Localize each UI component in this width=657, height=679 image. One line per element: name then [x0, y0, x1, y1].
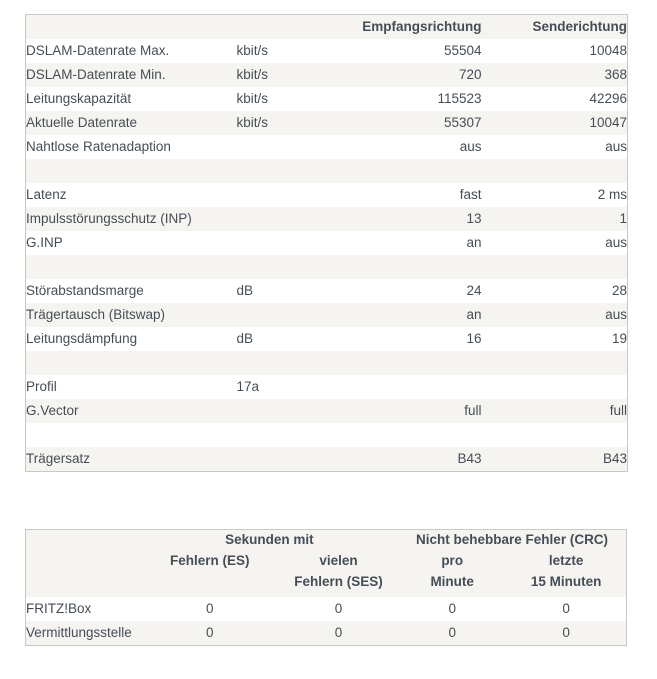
crc-per-minute-value: 0 [448, 601, 456, 616]
column-header [506, 550, 626, 597]
row-label: Leitungsdämpfung [26, 331, 138, 346]
rx-value: fast [459, 187, 482, 202]
table-row [26, 399, 628, 423]
row-unit [237, 135, 342, 159]
tx-value: 10047 [589, 115, 627, 130]
row-label: G.INP [26, 235, 63, 250]
ses-value: 0 [334, 625, 343, 640]
tx-value [482, 423, 628, 447]
row-unit [237, 159, 342, 183]
es-value: 0 [206, 625, 214, 640]
rx-value: aus [459, 139, 482, 154]
tx-value: aus [605, 235, 627, 250]
rx-value: 55504 [443, 43, 482, 58]
rx-value [342, 423, 482, 447]
column-header-line: letzte [548, 553, 584, 568]
row-label: Latenz [26, 187, 67, 202]
crc-per-minute-value: 0 [448, 625, 456, 640]
rx-value: an [466, 235, 482, 250]
column-header-empfangsrichtung: Empfangsrichtung [362, 19, 482, 34]
rx-value: 720 [458, 67, 482, 82]
group-header-crc: Nicht behebbare Fehler (CRC) [416, 532, 609, 547]
es-value: 0 [206, 601, 214, 616]
rx-value: 55307 [443, 115, 482, 130]
column-header-line: 15 Minuten [530, 574, 602, 589]
table-row [26, 621, 627, 646]
tx-value: full [609, 403, 627, 418]
column-header-line: Fehlern (SES) [294, 574, 383, 589]
tx-value: 2 ms [597, 187, 627, 202]
rx-value [342, 351, 482, 375]
row-unit: kbit/s [236, 67, 269, 82]
row-label: DSLAM-Datenrate Max. [26, 43, 170, 58]
row-unit: 17a [236, 379, 260, 394]
crc-last-15min-value: 0 [562, 625, 570, 640]
rx-value: 24 [466, 283, 482, 298]
error-column-header-row [26, 550, 627, 597]
column-header [279, 550, 398, 597]
table-row [26, 111, 628, 135]
row-label: G.Vector [26, 403, 79, 418]
row-unit: kbit/s [236, 91, 269, 106]
row-label [26, 423, 237, 447]
crc-last-15min-value: 0 [562, 601, 570, 616]
rx-value: an [466, 307, 482, 322]
table-row [26, 135, 628, 159]
row-label [26, 159, 237, 183]
row-label: Nahtlose Ratenadaption [26, 139, 171, 154]
table-row [26, 447, 628, 472]
group-header-sekunden-mit: Sekunden mit [225, 532, 314, 547]
row-unit: dB [236, 283, 254, 298]
column-header-line: pro [441, 553, 464, 568]
spacer-row [26, 159, 628, 183]
row-unit [237, 447, 342, 472]
header-spacer [26, 15, 237, 40]
tx-value: aus [605, 307, 627, 322]
header-spacer [237, 15, 342, 40]
row-label: Leitungskapazität [26, 91, 132, 106]
row-unit: kbit/s [236, 43, 269, 58]
row-label: Trägertausch (Bitswap) [26, 307, 166, 322]
table-row [26, 303, 628, 327]
ses-value: 0 [334, 601, 343, 616]
tx-value [482, 255, 628, 279]
dsl-stats-table [25, 14, 628, 472]
rx-value: 16 [466, 331, 482, 346]
row-unit: kbit/s [236, 115, 269, 130]
row-unit [237, 423, 342, 447]
row-label: FRITZ!Box [26, 601, 92, 616]
row-unit [237, 183, 342, 207]
table-row [26, 87, 628, 111]
table-row [26, 39, 628, 63]
tx-value: 19 [611, 331, 627, 346]
table-row [26, 279, 628, 303]
tx-value: aus [605, 139, 627, 154]
row-unit [237, 351, 342, 375]
tx-value: 368 [604, 67, 627, 82]
tx-value: 10048 [589, 43, 627, 58]
row-label: Trägersatz [26, 451, 91, 466]
error-group-header-row [26, 530, 627, 551]
tx-value: 28 [611, 283, 627, 298]
row-unit [237, 399, 342, 423]
row-label: Aktuelle Datenrate [26, 115, 138, 130]
rx-value: 13 [466, 211, 482, 226]
header-spacer [26, 550, 141, 597]
rx-value: full [464, 403, 482, 418]
tx-value [482, 159, 628, 183]
tx-value [482, 375, 628, 399]
rx-value [342, 375, 482, 399]
error-stats-table [25, 529, 627, 646]
column-header-line: vielen [319, 553, 358, 568]
table-row [26, 327, 628, 351]
table-row [26, 63, 628, 87]
rx-value: B43 [457, 451, 482, 466]
row-label: DSLAM-Datenrate Min. [26, 67, 166, 82]
row-label [26, 351, 237, 375]
table-row [26, 183, 628, 207]
header-spacer [26, 530, 141, 551]
column-header-line: Fehlern (ES) [170, 553, 250, 568]
tx-value: 1 [619, 211, 627, 226]
rx-value [342, 159, 482, 183]
tx-value [482, 351, 628, 375]
row-unit [237, 231, 342, 255]
rx-value: 115523 [437, 91, 482, 106]
table-row [26, 375, 628, 399]
row-unit [237, 255, 342, 279]
row-unit [237, 207, 342, 231]
column-header-line: Minute [430, 574, 474, 589]
column-header-senderichtung: Senderichtung [532, 19, 627, 34]
spacer-row [26, 423, 628, 447]
dsl-header-row [26, 15, 628, 40]
row-unit [237, 303, 342, 327]
row-label: Vermittlungsstelle [26, 625, 132, 640]
spacer-row [26, 255, 628, 279]
table-row [26, 207, 628, 231]
row-label: Störabstandsmarge [26, 283, 144, 298]
tx-value: B43 [602, 451, 627, 466]
row-label [26, 255, 237, 279]
row-label: Profil [26, 379, 57, 394]
row-unit: dB [236, 331, 254, 346]
table-row [26, 597, 627, 621]
row-label: Impulsstörungsschutz (INP) [26, 211, 192, 226]
column-header [141, 550, 279, 597]
tx-value: 42296 [589, 91, 627, 106]
table-row [26, 231, 628, 255]
spacer-row [26, 351, 628, 375]
dsl-information-page [0, 14, 657, 646]
rx-value [342, 255, 482, 279]
column-header [398, 550, 506, 597]
